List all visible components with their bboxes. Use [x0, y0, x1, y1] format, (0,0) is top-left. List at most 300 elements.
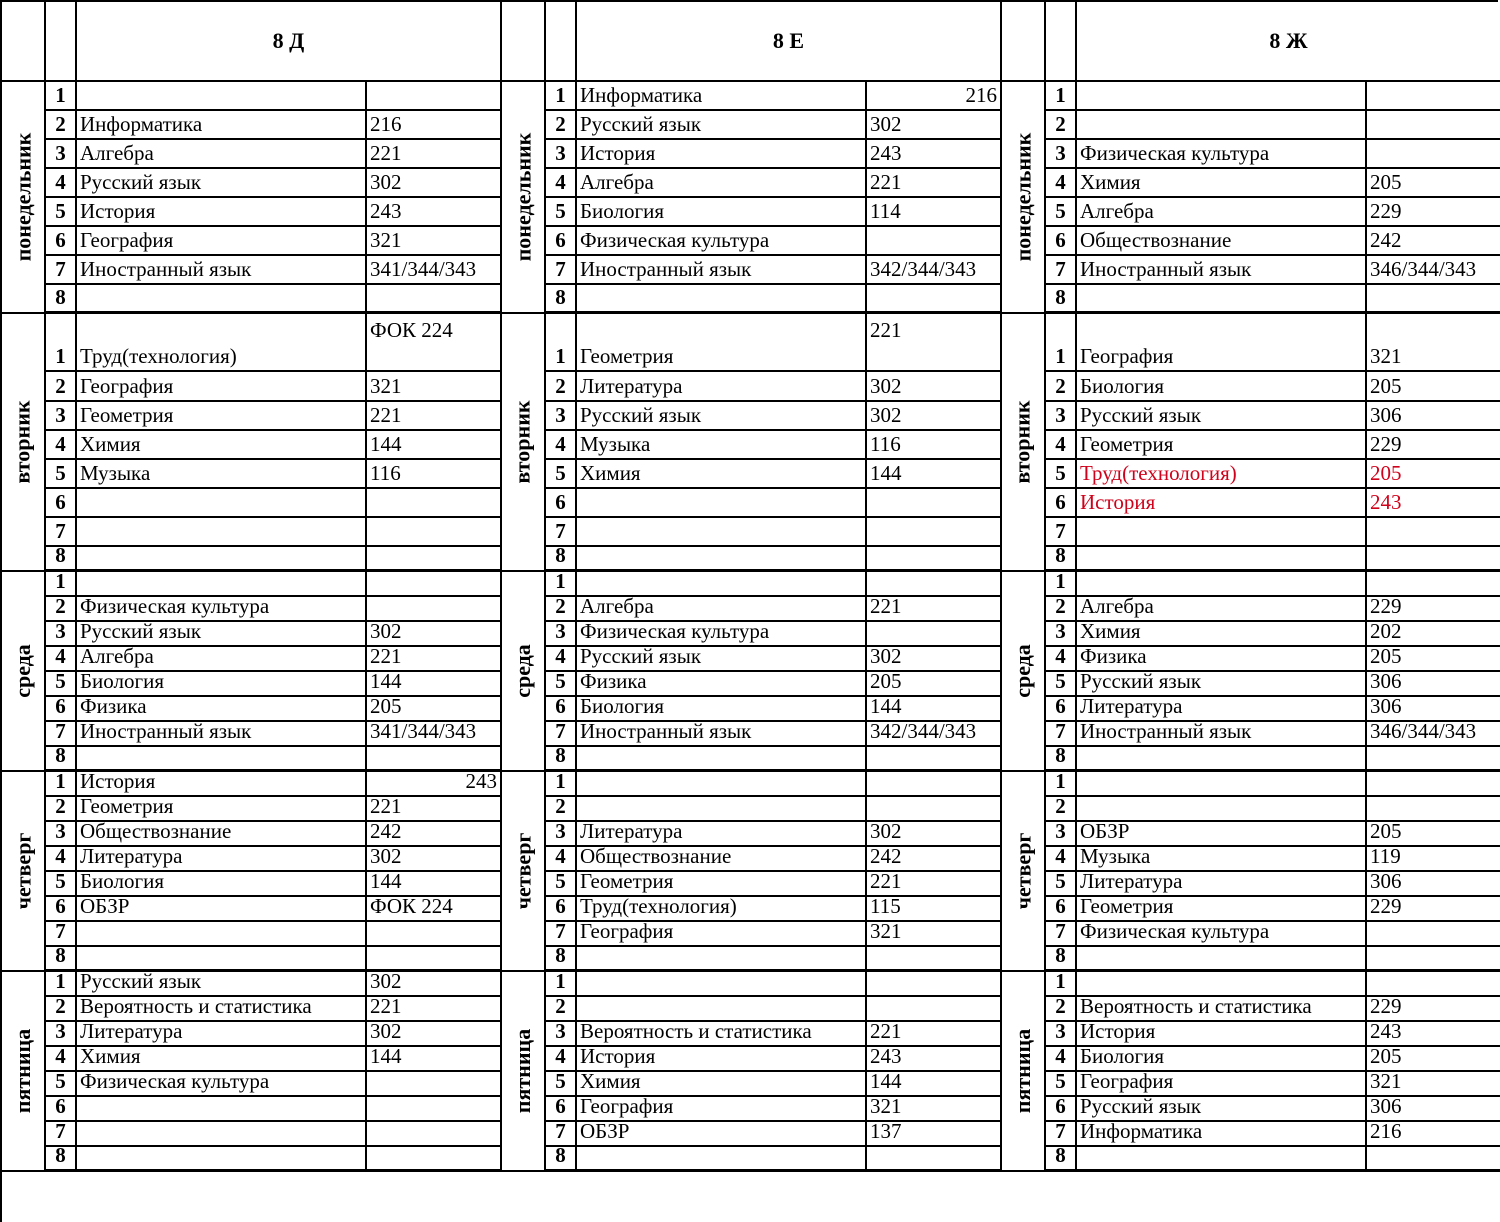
- class-header: 8 Е: [577, 2, 1002, 82]
- lesson-subject: [77, 1147, 367, 1172]
- lesson-subject: География: [577, 922, 867, 947]
- day-label: [2, 572, 46, 772]
- lesson-subject: Физика: [577, 672, 867, 697]
- day-label: [502, 972, 546, 1172]
- lesson-subject: Алгебра: [77, 647, 367, 672]
- lesson-room: 346/344/343: [1367, 722, 1500, 747]
- lesson-room: [1367, 772, 1500, 797]
- header-day-blank: [502, 2, 546, 82]
- lesson-number: 5: [1046, 460, 1077, 489]
- lesson-subject: Химия: [77, 431, 367, 460]
- lesson-number: 5: [1046, 198, 1077, 227]
- lesson-number: 4: [546, 847, 577, 872]
- lesson-number: 4: [46, 169, 77, 198]
- lesson-subject: Русский язык: [1077, 1097, 1367, 1122]
- day-name: понедельник: [1010, 132, 1036, 262]
- lesson-number: 6: [546, 489, 577, 518]
- lesson-subject: Химия: [577, 1072, 867, 1097]
- day-name: пятница: [510, 1028, 536, 1114]
- day-name: пятница: [1010, 1028, 1036, 1114]
- lesson-number: 4: [1046, 847, 1077, 872]
- lesson-subject: [1077, 772, 1367, 797]
- lesson-number: 2: [46, 597, 77, 622]
- lesson-number: 8: [46, 947, 77, 972]
- lesson-subject: [577, 1147, 867, 1172]
- lesson-subject: Литература: [1077, 872, 1367, 897]
- lesson-room: 137: [867, 1122, 1002, 1147]
- lesson-room: 205: [1367, 647, 1500, 672]
- lesson-room: 302: [367, 1022, 502, 1047]
- lesson-room: 229: [1367, 431, 1500, 460]
- lesson-room: 302: [867, 822, 1002, 847]
- lesson-room: 221: [367, 797, 502, 822]
- lesson-number: 3: [46, 822, 77, 847]
- lesson-room: [367, 947, 502, 972]
- lesson-subject: [577, 747, 867, 772]
- day-name: вторник: [1010, 400, 1035, 484]
- lesson-number: 8: [1046, 285, 1077, 314]
- lesson-number: 6: [46, 897, 77, 922]
- lesson-number: 6: [1046, 227, 1077, 256]
- lesson-number: 2: [546, 597, 577, 622]
- lesson-room: 119: [1367, 847, 1500, 872]
- lesson-number: 2: [546, 997, 577, 1022]
- lesson-number: 7: [46, 256, 77, 285]
- lesson-room: [367, 747, 502, 772]
- lesson-subject: [77, 1097, 367, 1122]
- lesson-number: 1: [546, 972, 577, 997]
- lesson-room: 321: [1367, 314, 1500, 372]
- lesson-number: 5: [546, 672, 577, 697]
- lesson-subject: Русский язык: [577, 111, 867, 140]
- lesson-subject: История: [77, 198, 367, 227]
- lesson-room: 321: [367, 372, 502, 402]
- class-header: 8 Ж: [1077, 2, 1500, 82]
- day-name: понедельник: [10, 132, 36, 262]
- lesson-number: 8: [1046, 547, 1077, 572]
- lesson-subject: [577, 947, 867, 972]
- lesson-number: 3: [1046, 402, 1077, 431]
- lesson-subject: Обществознание: [1077, 227, 1367, 256]
- lesson-number: 6: [1046, 697, 1077, 722]
- lesson-number: 7: [1046, 722, 1077, 747]
- lesson-number: 8: [46, 747, 77, 772]
- lesson-number: 8: [46, 285, 77, 314]
- lesson-room: [367, 1097, 502, 1122]
- day-name: среда: [10, 644, 36, 698]
- lesson-subject: Литература: [77, 847, 367, 872]
- lesson-room: 243: [367, 198, 502, 227]
- lesson-subject: Геометрия: [1077, 897, 1367, 922]
- lesson-number: 2: [546, 372, 577, 402]
- lesson-subject: [577, 772, 867, 797]
- lesson-subject: Труд(технология): [77, 314, 367, 372]
- lesson-room: [867, 227, 1002, 256]
- day-name: понедельник: [510, 132, 536, 262]
- lesson-subject: Труд(технология): [1077, 460, 1367, 489]
- lesson-room: 144: [367, 1047, 502, 1072]
- lesson-number: 8: [1046, 747, 1077, 772]
- lesson-room: 302: [867, 647, 1002, 672]
- lesson-room: [367, 597, 502, 622]
- lesson-subject: [577, 997, 867, 1022]
- lesson-room: [1367, 518, 1500, 547]
- lesson-room: [1367, 747, 1500, 772]
- lesson-subject: Биология: [1077, 372, 1367, 402]
- lesson-number: 5: [1046, 672, 1077, 697]
- lesson-number: 4: [1046, 1047, 1077, 1072]
- lesson-subject: Литература: [577, 372, 867, 402]
- day-name: четверг: [10, 832, 36, 910]
- lesson-room: [867, 997, 1002, 1022]
- lesson-room: 302: [867, 372, 1002, 402]
- lesson-number: 1: [546, 314, 577, 372]
- lesson-subject: [577, 572, 867, 597]
- lesson-room: ФОК 224: [367, 897, 502, 922]
- lesson-number: 3: [546, 822, 577, 847]
- lesson-room: [1367, 922, 1500, 947]
- lesson-subject: [1077, 82, 1367, 111]
- day-label: [502, 314, 546, 572]
- lesson-subject: Вероятность и статистика: [77, 997, 367, 1022]
- header-num-blank: [1046, 2, 1077, 82]
- lesson-subject: [1077, 572, 1367, 597]
- lesson-number: 6: [46, 697, 77, 722]
- lesson-room: 243: [867, 1047, 1002, 1072]
- lesson-number: 5: [1046, 1072, 1077, 1097]
- lesson-subject: Алгебра: [1077, 198, 1367, 227]
- day-name: вторник: [510, 400, 535, 484]
- lesson-subject: География: [1077, 314, 1367, 372]
- lesson-room: 144: [367, 672, 502, 697]
- lesson-subject: Вероятность и статистика: [1077, 997, 1367, 1022]
- lesson-subject: Химия: [577, 460, 867, 489]
- lesson-room: 221: [867, 872, 1002, 897]
- lesson-number: 6: [1046, 489, 1077, 518]
- lesson-room: 221: [867, 314, 1002, 372]
- lesson-number: 5: [546, 198, 577, 227]
- lesson-number: 7: [1046, 922, 1077, 947]
- lesson-number: 5: [46, 460, 77, 489]
- lesson-subject: Биология: [1077, 1047, 1367, 1072]
- lesson-number: 8: [1046, 947, 1077, 972]
- lesson-number: 1: [46, 572, 77, 597]
- lesson-number: 6: [1046, 1097, 1077, 1122]
- day-label: [2, 82, 46, 314]
- lesson-number: 7: [546, 722, 577, 747]
- lesson-subject: [77, 1122, 367, 1147]
- lesson-room: [867, 947, 1002, 972]
- lesson-room: [867, 747, 1002, 772]
- header-num-blank: [46, 2, 77, 82]
- lesson-subject: Геометрия: [1077, 431, 1367, 460]
- lesson-subject: Русский язык: [1077, 672, 1367, 697]
- header-day-blank: [1002, 2, 1046, 82]
- lesson-number: 4: [546, 647, 577, 672]
- lesson-subject: Физическая культура: [77, 597, 367, 622]
- lesson-number: 6: [1046, 897, 1077, 922]
- lesson-room: 306: [1367, 872, 1500, 897]
- lesson-room: 205: [1367, 1047, 1500, 1072]
- lesson-subject: [1077, 518, 1367, 547]
- lesson-room: 302: [367, 972, 502, 997]
- lesson-subject: [577, 489, 867, 518]
- lesson-room: 144: [867, 697, 1002, 722]
- lesson-number: 2: [46, 372, 77, 402]
- lesson-number: 1: [1046, 772, 1077, 797]
- lesson-number: 6: [546, 227, 577, 256]
- lesson-room: [867, 772, 1002, 797]
- lesson-number: 3: [1046, 1022, 1077, 1047]
- day-label: [502, 82, 546, 314]
- lesson-room: [1367, 547, 1500, 572]
- lesson-number: 8: [546, 947, 577, 972]
- lesson-room: 342/344/343: [867, 722, 1002, 747]
- lesson-number: 6: [546, 1097, 577, 1122]
- lesson-subject: Алгебра: [577, 597, 867, 622]
- lesson-number: 2: [46, 797, 77, 822]
- lesson-room: [1367, 972, 1500, 997]
- day-label: [1002, 82, 1046, 314]
- lesson-subject: Геометрия: [577, 314, 867, 372]
- lesson-subject: [77, 518, 367, 547]
- lesson-subject: История: [577, 140, 867, 169]
- lesson-room: 205: [1367, 460, 1500, 489]
- lesson-subject: Информатика: [1077, 1122, 1367, 1147]
- lesson-number: 4: [1046, 431, 1077, 460]
- lesson-number: 4: [546, 169, 577, 198]
- day-label: [2, 972, 46, 1172]
- lesson-subject: Иностранный язык: [1077, 722, 1367, 747]
- lesson-subject: Биология: [577, 198, 867, 227]
- lesson-subject: Физическая культура: [577, 622, 867, 647]
- lesson-subject: История: [1077, 1022, 1367, 1047]
- day-name: четверг: [510, 832, 536, 910]
- lesson-number: 1: [46, 972, 77, 997]
- lesson-room: 321: [867, 922, 1002, 947]
- lesson-subject: Литература: [1077, 697, 1367, 722]
- lesson-subject: Музыка: [1077, 847, 1367, 872]
- lesson-room: 306: [1367, 697, 1500, 722]
- lesson-subject: ОБЗР: [77, 897, 367, 922]
- lesson-room: [1367, 111, 1500, 140]
- lesson-room: 346/344/343: [1367, 256, 1500, 285]
- lesson-number: 8: [546, 285, 577, 314]
- lesson-number: 7: [1046, 518, 1077, 547]
- lesson-number: 3: [1046, 140, 1077, 169]
- lesson-subject: [77, 572, 367, 597]
- lesson-subject: Физическая культура: [77, 1072, 367, 1097]
- lesson-subject: [77, 922, 367, 947]
- day-name: среда: [1010, 644, 1036, 698]
- lesson-subject: [1077, 972, 1367, 997]
- lesson-number: 8: [546, 747, 577, 772]
- day-label: [502, 572, 546, 772]
- lesson-room: 205: [867, 672, 1002, 697]
- lesson-subject: Труд(технология): [577, 897, 867, 922]
- lesson-room: 205: [367, 697, 502, 722]
- lesson-room: [367, 547, 502, 572]
- day-label: [2, 772, 46, 972]
- lesson-subject: Геометрия: [77, 402, 367, 431]
- lesson-room: 216: [1367, 1122, 1500, 1147]
- lesson-number: 2: [1046, 597, 1077, 622]
- lesson-subject: [77, 489, 367, 518]
- lesson-subject: Музыка: [577, 431, 867, 460]
- lesson-number: 3: [46, 622, 77, 647]
- lesson-subject: [1077, 547, 1367, 572]
- lesson-number: 7: [46, 722, 77, 747]
- lesson-number: 1: [1046, 82, 1077, 111]
- lesson-room: 243: [1367, 1022, 1500, 1047]
- lesson-number: 1: [46, 314, 77, 372]
- lesson-room: [367, 285, 502, 314]
- lesson-subject: Русский язык: [577, 647, 867, 672]
- lesson-subject: История: [77, 772, 367, 797]
- lesson-room: 144: [867, 460, 1002, 489]
- lesson-number: 4: [46, 647, 77, 672]
- lesson-room: 342/344/343: [867, 256, 1002, 285]
- lesson-room: [367, 489, 502, 518]
- lesson-room: [367, 82, 502, 111]
- lesson-room: 221: [867, 597, 1002, 622]
- lesson-subject: Музыка: [77, 460, 367, 489]
- lesson-subject: Иностранный язык: [577, 722, 867, 747]
- lesson-room: [867, 518, 1002, 547]
- lesson-room: 116: [867, 431, 1002, 460]
- lesson-subject: Физическая культура: [1077, 922, 1367, 947]
- lesson-subject: Вероятность и статистика: [577, 1022, 867, 1047]
- class-header: 8 Д: [77, 2, 502, 82]
- day-name: среда: [510, 644, 536, 698]
- lesson-subject: Алгебра: [1077, 597, 1367, 622]
- lesson-room: 221: [367, 997, 502, 1022]
- lesson-number: 7: [46, 922, 77, 947]
- lesson-number: 6: [546, 897, 577, 922]
- lesson-room: 221: [867, 1022, 1002, 1047]
- lesson-subject: Физика: [77, 697, 367, 722]
- lesson-room: [867, 622, 1002, 647]
- lesson-subject: [77, 285, 367, 314]
- lesson-subject: [1077, 947, 1367, 972]
- lesson-number: 3: [46, 140, 77, 169]
- lesson-subject: География: [577, 1097, 867, 1122]
- lesson-number: 5: [46, 872, 77, 897]
- lesson-subject: История: [577, 1047, 867, 1072]
- lesson-room: [867, 972, 1002, 997]
- day-name: четверг: [1010, 832, 1036, 910]
- lesson-subject: Иностранный язык: [77, 722, 367, 747]
- lesson-subject: Алгебра: [77, 140, 367, 169]
- lesson-room: 243: [367, 772, 502, 797]
- lesson-subject: [1077, 797, 1367, 822]
- lesson-number: 2: [46, 111, 77, 140]
- lesson-room: 321: [367, 227, 502, 256]
- lesson-subject: [577, 797, 867, 822]
- lesson-subject: Русский язык: [77, 972, 367, 997]
- lesson-number: 5: [546, 460, 577, 489]
- lesson-room: 242: [867, 847, 1002, 872]
- lesson-room: 116: [367, 460, 502, 489]
- lesson-subject: Биология: [577, 697, 867, 722]
- lesson-subject: История: [1077, 489, 1367, 518]
- lesson-subject: География: [77, 227, 367, 256]
- lesson-room: [367, 1147, 502, 1172]
- lesson-subject: Литература: [577, 822, 867, 847]
- lesson-room: 221: [867, 169, 1002, 198]
- lesson-subject: География: [77, 372, 367, 402]
- lesson-subject: Химия: [77, 1047, 367, 1072]
- lesson-room: [867, 1147, 1002, 1172]
- lesson-room: 306: [1367, 402, 1500, 431]
- lesson-subject: [77, 547, 367, 572]
- lesson-room: 341/344/343: [367, 722, 502, 747]
- lesson-number: 7: [546, 256, 577, 285]
- lesson-subject: Биология: [77, 872, 367, 897]
- lesson-subject: География: [1077, 1072, 1367, 1097]
- lesson-room: 302: [367, 622, 502, 647]
- lesson-room: 229: [1367, 997, 1500, 1022]
- lesson-subject: Физическая культура: [577, 227, 867, 256]
- lesson-room: 341/344/343: [367, 256, 502, 285]
- lesson-number: 1: [46, 82, 77, 111]
- lesson-room: 306: [1367, 1097, 1500, 1122]
- lesson-subject: Химия: [1077, 169, 1367, 198]
- lesson-subject: Физика: [1077, 647, 1367, 672]
- lesson-subject: ОБЗР: [577, 1122, 867, 1147]
- lesson-number: 7: [546, 922, 577, 947]
- lesson-number: 4: [46, 1047, 77, 1072]
- lesson-room: [867, 285, 1002, 314]
- lesson-subject: ОБЗР: [1077, 822, 1367, 847]
- lesson-number: 6: [46, 227, 77, 256]
- day-label: [1002, 772, 1046, 972]
- lesson-number: 2: [1046, 997, 1077, 1022]
- lesson-room: 205: [1367, 822, 1500, 847]
- lesson-room: 229: [1367, 897, 1500, 922]
- lesson-room: 221: [367, 140, 502, 169]
- lesson-room: 243: [867, 140, 1002, 169]
- lesson-number: 6: [46, 1097, 77, 1122]
- lesson-room: 229: [1367, 597, 1500, 622]
- lesson-number: 5: [46, 198, 77, 227]
- lesson-subject: [577, 972, 867, 997]
- lesson-number: 8: [546, 547, 577, 572]
- day-label: [1002, 314, 1046, 572]
- lesson-number: 4: [46, 431, 77, 460]
- lesson-subject: Обществознание: [577, 847, 867, 872]
- day-label: [1002, 972, 1046, 1172]
- lesson-subject: [1077, 747, 1367, 772]
- lesson-room: 216: [367, 111, 502, 140]
- lesson-number: 8: [46, 1147, 77, 1172]
- lesson-subject: Геометрия: [577, 872, 867, 897]
- lesson-room: 321: [867, 1097, 1002, 1122]
- lesson-room: 306: [1367, 672, 1500, 697]
- lesson-subject: [1077, 111, 1367, 140]
- lesson-subject: Информатика: [77, 111, 367, 140]
- lesson-number: 7: [46, 518, 77, 547]
- lesson-number: 1: [1046, 572, 1077, 597]
- lesson-room: 302: [367, 169, 502, 198]
- lesson-room: [367, 1122, 502, 1147]
- lesson-room: 144: [367, 431, 502, 460]
- lesson-subject: Литература: [77, 1022, 367, 1047]
- lesson-room: 205: [1367, 372, 1500, 402]
- lesson-number: 2: [1046, 111, 1077, 140]
- lesson-room: 302: [367, 847, 502, 872]
- lesson-subject: [577, 547, 867, 572]
